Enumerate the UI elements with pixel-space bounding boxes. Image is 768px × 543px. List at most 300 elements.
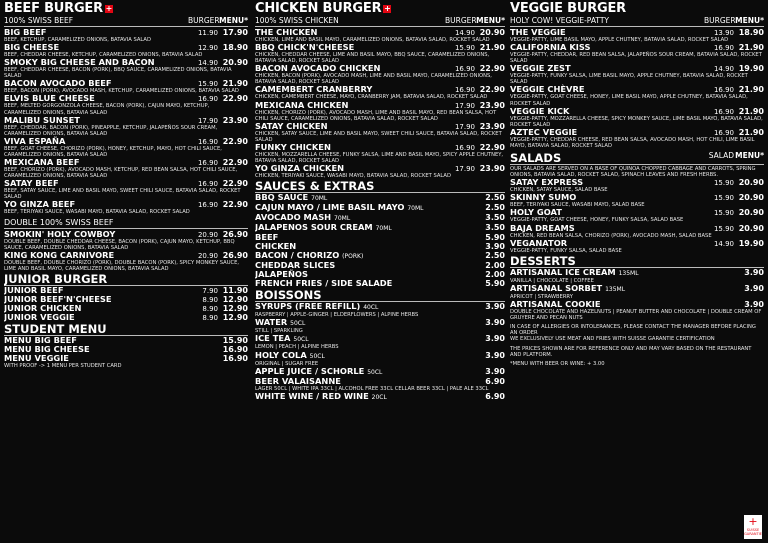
menu-price: 26.90 bbox=[222, 250, 248, 260]
price: 3.50 bbox=[485, 223, 505, 233]
menu-item bbox=[255, 143, 505, 152]
item-name-text: WHITE WINE / RED WINE bbox=[255, 390, 369, 401]
burger-price: 17.90 bbox=[454, 101, 475, 110]
item-name bbox=[255, 43, 445, 52]
menu-item bbox=[255, 122, 505, 131]
item-name-text: MEXICANA CHICKEN bbox=[255, 99, 349, 110]
menu-price: 21.90 bbox=[738, 43, 764, 53]
item-name-text: ARTISANAL SORBET bbox=[510, 282, 603, 293]
menu-item bbox=[255, 64, 505, 73]
menu-item bbox=[4, 251, 248, 260]
price: 2.00 bbox=[485, 270, 505, 280]
item-name bbox=[510, 284, 734, 294]
item-name-text: SMOKIN' HOLY COWBOY bbox=[4, 228, 116, 239]
sauces-title: SAUCES & EXTRAS bbox=[255, 180, 505, 193]
veggie-column bbox=[510, 2, 764, 543]
menu-price: 19.90 bbox=[738, 64, 764, 74]
menu-price: 22.90 bbox=[479, 142, 505, 152]
item-name-text: ELVIS BLUE CHEESE bbox=[4, 93, 95, 104]
menu-item bbox=[255, 392, 505, 402]
item-name-text: JUNIOR VEGGIE bbox=[4, 311, 75, 322]
price: 3.90 bbox=[485, 334, 505, 344]
menu-price: 21.90 bbox=[738, 106, 764, 116]
item-description: VEGGIE-PATTY, GOAT CHEESE, HONEY, FUNKY SALSA, SALAD BASE bbox=[510, 217, 684, 224]
price: 6.90 bbox=[485, 391, 505, 401]
item-name bbox=[510, 85, 704, 94]
item-name bbox=[255, 279, 475, 288]
item-name bbox=[255, 223, 475, 233]
swiss-flag-icon: + bbox=[384, 4, 391, 13]
menu-price: 11.90 bbox=[222, 285, 248, 295]
price: 5.90 bbox=[485, 233, 505, 243]
price: 3.90 bbox=[485, 366, 505, 376]
menu-price: 16.90 bbox=[222, 344, 248, 354]
item-size: 70ML bbox=[311, 195, 328, 203]
burger-price: 7.90 bbox=[202, 286, 218, 295]
menu-price: 12.90 bbox=[222, 294, 248, 304]
burger-price: 15.90 bbox=[713, 209, 734, 218]
item-name-text: BAJA DREAMS bbox=[510, 222, 575, 233]
item-name bbox=[510, 224, 704, 233]
item-description: BEEF, CHEDDAR CHEESE, KETCHUP, CARAMELIZED ONIONS, BATAVIA SALAD bbox=[4, 52, 203, 59]
item-description: CHICKEN, TERIYAKI SAUCE, WASABI MAYO, BATAVIA SALAD, ROCKET SALAD bbox=[255, 173, 451, 180]
item-description: CHICKEN, SATAY SAUCE, LIME AND BASIL MAYO, SWEET CHILI SAUCE, BATAVIA SALAD, ROCKET SALAD bbox=[255, 130, 502, 143]
menu-item bbox=[4, 179, 248, 188]
item-name bbox=[255, 64, 445, 73]
item-name-text: CHICKEN bbox=[255, 241, 297, 252]
menu-item bbox=[510, 224, 764, 233]
menu-price: 17.90 bbox=[222, 28, 248, 37]
menu-item bbox=[510, 239, 764, 248]
price: 6.90 bbox=[485, 376, 505, 386]
item-description: DOUBLE BEEF, DOUBLE CHEDDAR CHEESE, BACON (PORK), CAJUN MAYO, KETCHUP, BBQ SAUCE, CARAMELIZED ONIONS, BATAVIA SALAD bbox=[4, 238, 235, 251]
item-description: VEGGIE-PATTY, CHEDDAR CHEESE, RED BEAN SALSA, AVOCADO MASH, HOT CHILI, LIME BASIL MAYO, BATAVIA SALAD, ROCKET SALAD bbox=[510, 136, 755, 149]
menu-item bbox=[4, 354, 248, 363]
item-name bbox=[510, 268, 734, 278]
item-size: 50CL bbox=[367, 368, 383, 376]
burger-price: 16.90 bbox=[454, 65, 475, 74]
item-description: BEEF, SATAY SAUCE, LIME AND BASIL MAYO, SWEET CHILI SAUCE, BATAVIA SALAD, ROCKET SALAD bbox=[4, 188, 241, 201]
item-name-text: HOLY COLA bbox=[255, 349, 307, 360]
menu-price: 22.90 bbox=[479, 64, 505, 74]
item-name bbox=[4, 354, 218, 363]
menu-item bbox=[510, 193, 764, 202]
menu-item bbox=[510, 178, 764, 187]
burger-price: 15.90 bbox=[713, 179, 734, 188]
chicken-title: CHICKEN BURGER + bbox=[255, 2, 391, 16]
menu-price: 23.90 bbox=[479, 121, 505, 131]
menu-price: 23.90 bbox=[479, 100, 505, 110]
student-title: STUDENT MENU bbox=[4, 323, 248, 336]
price: 3.90 bbox=[485, 318, 505, 328]
item-description: VEGGIE-PATTY, LIME BASIL MAYO, APPLE CHUTNEY, BATAVIA SALAD, ROCKET SALAD bbox=[510, 37, 729, 43]
item-name-text: FUNKY CHICKEN bbox=[255, 141, 331, 152]
burger-price: 20.90 bbox=[197, 251, 218, 260]
item-name bbox=[510, 300, 734, 309]
chicken-column bbox=[255, 2, 505, 543]
item-name-text: CALIFORNIA KISS bbox=[510, 42, 591, 53]
item-size: (PORK) bbox=[342, 253, 364, 261]
item-name-text: VEGGIE ZEST bbox=[510, 63, 571, 74]
item-description: APRICOT | STRAWBERRY bbox=[510, 293, 573, 300]
item-description: CHICKEN, LIME AND BASIL MAYO, CARAMELIZED ONIONS, BATAVIA SALAD, ROCKET SALAD bbox=[255, 37, 490, 43]
menu-item bbox=[4, 94, 248, 103]
menu-price: 20.90 bbox=[479, 28, 505, 37]
item-name bbox=[255, 28, 445, 37]
menu-price: 19.90 bbox=[738, 238, 764, 248]
item-size: 135ML bbox=[618, 269, 639, 277]
item-size: 70ML bbox=[334, 215, 351, 223]
burger-price: 17.90 bbox=[197, 116, 218, 125]
burger-price: 11.90 bbox=[197, 29, 218, 37]
menu-beer-note: *MENU WITH BEER OR WINE: + 3.00 bbox=[510, 360, 605, 367]
item-description: LEMON | PEACH | ALPINE HERBS bbox=[255, 344, 339, 351]
item-name bbox=[4, 158, 188, 167]
menu-price: 21.90 bbox=[738, 85, 764, 95]
burger-price: 8.90 bbox=[202, 295, 218, 304]
burger-price: 16.90 bbox=[713, 44, 734, 53]
item-name bbox=[255, 101, 445, 110]
item-name bbox=[255, 351, 475, 361]
menu-price: 22.90 bbox=[222, 136, 248, 146]
item-name-text: CHEDDAR SLICES bbox=[255, 260, 336, 271]
item-description: BEEF, KETCHUP, CARAMELIZED ONIONS, BATAVIA SALAD bbox=[4, 37, 151, 43]
burger-price: 17.90 bbox=[454, 165, 475, 174]
menu-item bbox=[255, 164, 505, 173]
item-name-text: JALAPEÑOS bbox=[255, 269, 308, 280]
menu-price: 20.90 bbox=[738, 208, 764, 218]
double-beef-subheader: DOUBLE 100% SWISS BEEF bbox=[4, 218, 248, 229]
item-name bbox=[255, 302, 475, 312]
item-name bbox=[255, 85, 445, 94]
burger-price: 15.90 bbox=[454, 44, 475, 53]
menu-item bbox=[510, 85, 764, 94]
item-name-text: WATER bbox=[255, 317, 288, 328]
item-description: BEEF, TERIYAKI SAUCE, WASABI MAYO, BATAVIA SALAD, ROCKET SALAD bbox=[4, 209, 190, 216]
burger-price: 15.90 bbox=[197, 80, 218, 89]
item-description: CHICKEN, MOZZARELLA CHEESE, FUNKY SALSA, LIME AND BASIL MAYO, SPICY APPLE CHUTNEY, BATAVIA SALAD, ROCKET SALAD bbox=[255, 151, 504, 165]
junior-title: JUNIOR BURGER bbox=[4, 273, 248, 286]
item-name-text: MEXICANA BEEF bbox=[4, 157, 80, 168]
swiss-flag-icon: + bbox=[105, 4, 113, 13]
item-name bbox=[510, 208, 704, 217]
salads-intro: OUR SALADS ARE SERVED ON A BASE OF QUINOA CHOPPED CABBAGE AND CARROTS, SPRING ONIONS, BATAVIA SALAD, ROCKET SALAD, SPINACH LEAVES AND FRESH HERBS. bbox=[510, 166, 756, 179]
burger-price: 15.90 bbox=[713, 224, 734, 233]
item-name-text: YO GINZA CHICKEN bbox=[255, 163, 345, 174]
item-name-text: APPLE JUICE / SCHORLE bbox=[255, 365, 365, 376]
menu-price: 18.90 bbox=[738, 28, 764, 37]
veggie-subheader: HOLY COW! VEGGIE-PATTY BURGER MENU* bbox=[510, 16, 764, 25]
menu-price: 20.90 bbox=[738, 193, 764, 203]
item-name bbox=[4, 79, 188, 88]
item-size: 40CL bbox=[363, 304, 379, 312]
menu-price: 15.90 bbox=[222, 335, 248, 345]
item-name-text: BIG BEEF bbox=[4, 27, 47, 37]
item-name-text: BEER VALAISANNE bbox=[255, 375, 341, 386]
item-name-text: VEGANATOR bbox=[510, 237, 568, 248]
item-name-text: SATAY EXPRESS bbox=[510, 177, 584, 188]
item-description: VEGGIE-PATTY, CHEDDAR, RED BEAN SALSA, JALAPEÑOS SOUR CREAM, BATAVIA SALAD, ROCKET SALAD bbox=[510, 52, 762, 65]
menu-item bbox=[255, 279, 505, 288]
item-name-text: HOLY GOAT bbox=[510, 207, 562, 218]
item-name-text: SATAY CHICKEN bbox=[255, 120, 328, 131]
burger-price: 16.90 bbox=[197, 180, 218, 189]
menu-price: 12.90 bbox=[222, 303, 248, 313]
price-note: THE PRICES SHOWN ARE FOR REFERENCE ONLY AND MAY VARY BASED ON THE RESTAURANT AND PLATFORM. bbox=[510, 345, 752, 358]
burger-price: 12.90 bbox=[197, 44, 218, 53]
item-name-text: SMOKY BIG CHEESE AND BACON bbox=[4, 57, 155, 68]
item-description: RASPBERRY | APPLE-GINGER | ELDERFLOWERS | ALPINE HERBS bbox=[255, 312, 419, 319]
item-size: 50CL bbox=[293, 336, 309, 344]
burger-price: 16.90 bbox=[197, 159, 218, 168]
item-description: CHICKEN, CAMEMBERT CHEESE, MAYO, CRANBERRY JAM, BATAVIA SALAD, ROCKET SALAD bbox=[255, 94, 488, 101]
item-name-text: SKINNY SUMO bbox=[510, 192, 577, 203]
item-name-text: KING KONG CARNIVORE bbox=[4, 249, 115, 260]
item-name-text: FRENCH FRIES / SIDE SALADE bbox=[255, 278, 393, 289]
item-description: CHICKEN, SATAY SAUCE, SALAD BASE bbox=[510, 187, 608, 194]
menu-item bbox=[255, 334, 505, 344]
item-description: ORIGINAL | SUGAR FREE bbox=[255, 360, 319, 367]
price: 3.90 bbox=[744, 283, 764, 293]
menu-item bbox=[4, 58, 248, 67]
salads-header: SALADS SALAD MENU* bbox=[510, 151, 764, 166]
item-size: 135ML bbox=[605, 285, 626, 293]
menu-item bbox=[510, 268, 764, 278]
item-name bbox=[4, 116, 188, 125]
item-name-text: BEEF bbox=[255, 232, 279, 243]
drinks-title: BOISSONS bbox=[255, 289, 505, 302]
price: 3.90 bbox=[485, 302, 505, 312]
item-size: 50CL bbox=[290, 320, 306, 328]
item-description: CHICKEN, RED BEAN SALSA, CHORIZO (PORK), AVOCADO MASH, SALAD BASE bbox=[510, 232, 712, 239]
item-name bbox=[510, 178, 704, 187]
burger-price: 16.90 bbox=[713, 128, 734, 137]
item-name-text: MENU BIG CHEESE bbox=[4, 343, 90, 354]
price: 2.00 bbox=[485, 261, 505, 271]
burger-price: 20.90 bbox=[197, 230, 218, 239]
item-name-text: MENU VEGGIE bbox=[4, 352, 69, 363]
item-name bbox=[4, 230, 188, 239]
item-description: VANILLA | CHOCOLATE | COFFEE bbox=[510, 277, 594, 284]
burger-price: 16.90 bbox=[454, 143, 475, 152]
price: 3.50 bbox=[485, 213, 505, 223]
burger-price: 14.90 bbox=[713, 239, 734, 248]
burger-price: 14.90 bbox=[713, 65, 734, 74]
menu-price: 23.90 bbox=[479, 164, 505, 174]
menu-price: 26.90 bbox=[222, 229, 248, 239]
menu-item bbox=[4, 79, 248, 88]
menu-price: 23.90 bbox=[222, 115, 248, 125]
item-description: VEGGIE-PATTY, FUNKY SALSA, LIME BASIL MAYO, APPLE CHUTNEY, BATAVIA SALAD, ROCKET SALAD bbox=[510, 73, 748, 86]
menu-price: 20.90 bbox=[738, 223, 764, 233]
item-name bbox=[510, 193, 704, 202]
item-name bbox=[510, 28, 704, 37]
menu-item bbox=[510, 128, 764, 137]
item-name bbox=[4, 58, 188, 67]
meat-note: WE EXCLUSIVELY USE MEAT AND FRIES WITH SUISSE GARANTIE CERTIFICATION bbox=[510, 336, 715, 343]
item-name bbox=[510, 239, 704, 248]
item-name bbox=[510, 128, 704, 137]
burger-price: 17.90 bbox=[454, 122, 475, 131]
menu-item bbox=[510, 64, 764, 73]
item-name bbox=[4, 94, 188, 103]
burger-price: 8.90 bbox=[202, 313, 218, 322]
item-name bbox=[255, 318, 475, 328]
item-description: BEEF, CHORIZO (PORK), AVOCADO MASH, KETCHUP, RED BEAN SALSA, HOT CHILI SAUCE, CARAMELIZED ONIONS, BATAVIA SALAD bbox=[4, 167, 238, 180]
price: 5.90 bbox=[485, 279, 505, 289]
item-name bbox=[4, 200, 188, 209]
student-note: WITH PROOF -> 1 MENU PER STUDENT CARD bbox=[4, 362, 122, 369]
item-description: VEGGIE-PATTY, GOAT CHEESE, HONEY, LIME BASIL MAYO, APPLE CHUTNEY, BATAVIA SALAD, ROCKET SALAD bbox=[510, 94, 748, 107]
item-name bbox=[510, 64, 704, 73]
item-name-text: AVOCADO MASH bbox=[255, 212, 332, 223]
item-name-text: THE CHICKEN bbox=[255, 27, 318, 37]
burger-price: 14.90 bbox=[454, 29, 475, 37]
menu-item bbox=[4, 137, 248, 146]
price: 3.90 bbox=[485, 350, 505, 360]
menu-item bbox=[255, 223, 505, 233]
menu-item bbox=[255, 302, 505, 312]
menu-price: 22.90 bbox=[479, 85, 505, 95]
item-name-text: VIVA ESPAÑA bbox=[4, 135, 66, 146]
item-name bbox=[510, 43, 704, 52]
item-name-text: SATAY BEEF bbox=[4, 178, 59, 189]
item-name bbox=[4, 313, 188, 322]
menu-item bbox=[510, 43, 764, 52]
item-name-text: THE VEGGIE bbox=[510, 27, 566, 37]
item-name-text: JUNIOR BEEF bbox=[4, 284, 64, 295]
item-name-text: BACON AVOCADO CHICKEN bbox=[255, 63, 381, 74]
item-description: DOUBLE CHOCOLATE AND HAZELNUTS | PEANUT BUTTER AND CHOCOLATE | DOUBLE CREAM OF GRUYERE AND PECAN NUTS bbox=[510, 308, 762, 321]
item-name-text: ARTISANAL ICE CREAM bbox=[510, 266, 616, 277]
menu-price: 21.90 bbox=[222, 79, 248, 89]
menu-price: 22.90 bbox=[222, 200, 248, 210]
item-description: STILL | SPARKLING bbox=[255, 328, 303, 335]
menu-item bbox=[4, 28, 248, 37]
burger-price: 13.90 bbox=[713, 29, 734, 37]
item-description: CHICKEN, CHEDDAR CHEESE, LIME AND BASIL MAYO, BBQ SAUCE, CARAMELIZED ONIONS, BATAVIA SALAD, ROCKET SALAD bbox=[255, 52, 490, 65]
price: 3.90 bbox=[485, 242, 505, 252]
menu-item bbox=[510, 208, 764, 217]
item-name-text: ICE TEA bbox=[255, 333, 291, 344]
item-description: DOUBLE BEEF, DOUBLE CHORIZO (PORK), DOUBLE BACON (PORK), SPICY MONKEY SAUCE, LIME AND BASIL MAYO, CARAMELIZED ONIONS, BATAVIA SALAD bbox=[4, 259, 240, 272]
item-name bbox=[255, 122, 445, 131]
menu-item bbox=[4, 158, 248, 167]
item-description: BEEF, CHEDDAR CHEESE, BACON (PORK), BBQ SAUCE, CARAMELIZED ONIONS, BATAVIA SALAD bbox=[4, 67, 232, 80]
burger-price: 16.90 bbox=[713, 86, 734, 95]
item-description: CHICKEN, BACON (PORK), AVOCADO MASH, LIME AND BASIL MAYO, CARAMELIZED ONIONS, BATAVIA SALAD, ROCKET SALAD bbox=[255, 73, 492, 86]
price: 2.50 bbox=[485, 251, 505, 261]
menu-price: 12.90 bbox=[222, 312, 248, 322]
menu-price: 22.90 bbox=[222, 158, 248, 168]
price: 3.90 bbox=[744, 299, 764, 309]
item-name-text: BACON AVOCADO BEEF bbox=[4, 78, 112, 89]
burger-price: 16.90 bbox=[197, 201, 218, 210]
suisse-garantie-badge: + SUISSE GARANTIE bbox=[744, 515, 762, 539]
menu-price: 20.90 bbox=[738, 178, 764, 188]
item-name-text: MALIBU SUNSET bbox=[4, 114, 80, 125]
item-name-text: ARTISANAL COOKIE bbox=[510, 298, 601, 309]
item-description: BEEF, GOAT CHEESE, CHORIZO (PORK), HONEY, KETCHUP, MAYO, HOT CHILI SAUCE, CARAMELIZED ONIONS, BATAVIA SALAD bbox=[4, 145, 222, 158]
item-size: 70ML bbox=[407, 205, 424, 213]
menu-price: 21.90 bbox=[738, 127, 764, 137]
burger-price: 8.90 bbox=[202, 304, 218, 313]
menu-item bbox=[510, 300, 764, 309]
item-name bbox=[255, 377, 475, 386]
burger-price: 16.90 bbox=[197, 95, 218, 104]
item-name bbox=[4, 137, 188, 146]
item-name-text: JUNIOR CHICKEN bbox=[4, 302, 82, 313]
beef-title: BEEF BURGER + bbox=[4, 2, 113, 16]
menu-item bbox=[510, 28, 764, 37]
item-name-text: VEGGIE CHÈVRE bbox=[510, 84, 585, 95]
item-name-text: JUNIOR BEEF'N'CHEESE bbox=[4, 293, 112, 304]
menu-item bbox=[4, 313, 248, 322]
menu-item bbox=[4, 116, 248, 125]
menu-item bbox=[255, 43, 505, 52]
price: 3.90 bbox=[744, 267, 764, 277]
item-name-text: CAMEMBERT CRANBERRY bbox=[255, 84, 373, 95]
burger-price: 15.90 bbox=[713, 194, 734, 203]
menu-item bbox=[510, 284, 764, 294]
item-name bbox=[255, 334, 475, 344]
item-size: 20CL bbox=[371, 393, 387, 401]
burger-price: 14.90 bbox=[197, 59, 218, 68]
item-name-text: BACON / CHORIZO bbox=[255, 250, 340, 261]
item-description: BEEF, BACON (PORK), AVOCADO MASH, KETCHUP, CARAMELIZED ONIONS, BATAVIA SALAD bbox=[4, 88, 239, 95]
chicken-subheader: 100% SWISS CHICKEN BURGER MENU* bbox=[255, 16, 505, 25]
item-description: CHICKEN, CHORIZO (PORK), AVOCADO MASH, LIME AND BASIL MAYO, RED BEAN SALSA, HOT CHILI SAUCE, CARAMELIZED ONIONS, BATAVIA SALAD, ROCKET SALAD bbox=[255, 109, 497, 122]
item-name bbox=[4, 179, 188, 188]
item-name bbox=[255, 164, 445, 173]
item-name-text: BBQ CHICK'N'CHEESE bbox=[255, 42, 355, 53]
price: 2.50 bbox=[485, 193, 505, 203]
item-description: BEEF, MELTED GORGONZOLA CHEESE, BACON (PORK), CAJUN MAYO, KETCHUP, CARAMELIZED ONIONS, BATAVIA SALAD bbox=[4, 103, 210, 116]
burger-price: 16.90 bbox=[713, 107, 734, 116]
menu-item bbox=[4, 43, 248, 52]
item-name-text: SYRUPS (FREE REFILL) bbox=[255, 301, 361, 312]
item-description: BEEF, CHEDDAR, BACON (PORK), PINEAPPLE, KETCHUP, JALAPEÑOS SOUR CREAM, CARAMELIZED ONIONS, BATAVIA SALAD bbox=[4, 124, 218, 137]
menu-item bbox=[255, 377, 505, 386]
menu-item bbox=[510, 107, 764, 116]
menu-price: 21.90 bbox=[479, 43, 505, 53]
item-name bbox=[4, 251, 188, 260]
menu-item bbox=[255, 101, 505, 110]
item-name-text: CAJUN MAYO / LIME BASIL MAYO bbox=[255, 202, 405, 213]
menu-item bbox=[255, 318, 505, 328]
menu-price: 22.90 bbox=[222, 179, 248, 189]
item-name bbox=[255, 143, 445, 152]
menu-item bbox=[4, 200, 248, 209]
menu-price: 16.90 bbox=[222, 353, 248, 363]
burger-price: 16.90 bbox=[454, 86, 475, 95]
item-name-text: VEGGIE KICK bbox=[510, 105, 570, 116]
item-description: VEGGIE-PATTY, FUNKY SALSA, SALAD BASE bbox=[510, 247, 622, 254]
item-name bbox=[510, 107, 704, 116]
item-description: LAGER 50CL | WHITE IPA 33CL | ALCOHOL FREE 33CL CELLAR BEER 33CL | PALE ALE 33CL bbox=[255, 385, 489, 392]
item-name-text: JALAPENOS SOUR CREAM bbox=[255, 222, 373, 233]
burger-price: 16.90 bbox=[197, 137, 218, 146]
menu-item bbox=[4, 230, 248, 239]
item-name-text: AZTEC VEGGIE bbox=[510, 126, 578, 137]
item-name-text: YO GINZA BEEF bbox=[4, 199, 76, 210]
menu-price: 20.90 bbox=[222, 58, 248, 68]
item-name bbox=[4, 43, 188, 52]
veggie-title: VEGGIE BURGER bbox=[510, 2, 626, 16]
allergy-note: IN CASE OF ALLERGIES OR INTOLERANCES, PLEASE CONTACT THE MANAGER BEFORE PLACING AN ORDER bbox=[510, 324, 756, 337]
swiss-cross-icon: + bbox=[748, 515, 758, 528]
item-name-text: BBQ SAUCE bbox=[255, 192, 309, 203]
